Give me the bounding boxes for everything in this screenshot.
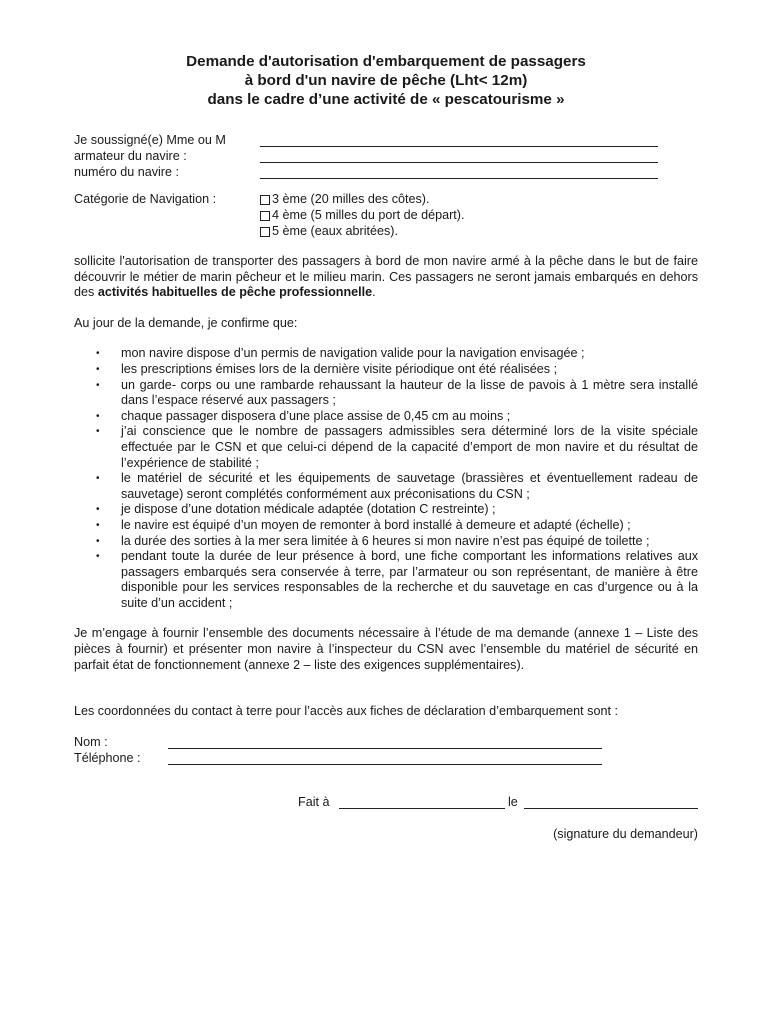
list-item [74,471,698,502]
fait-label: Fait à [298,794,330,809]
list-item-text: je dispose d’une dotation médicale adaptée (dotation C restreinte) ; [121,502,496,517]
numero-fill-line[interactable] [260,178,658,179]
list-item-text: j’ai conscience que le nombre de passagers admissibles sera déterminé lors de la visite spéciale effectuée par le CSN et que celui-ci dépend de la capacité d’emport de mon navire et du résultat de l’expérience de stabilité ; [121,424,698,470]
sollicite-end: . [372,285,376,300]
armateur-label: armateur du navire : [74,149,187,163]
nom-label: Nom : [74,734,108,749]
option-label: 5 ème (eaux abritées). [272,224,398,239]
list-item [74,502,698,518]
navigation-option-3[interactable] [260,192,465,208]
fait-place-fill-line[interactable] [339,808,505,809]
checkbox-icon[interactable] [260,195,270,205]
bullet-icon: • [96,551,100,563]
list-item-text: les prescriptions émises lors de la dernière visite périodique ont été réalisées ; [121,361,558,376]
le-label: le [508,794,518,809]
document-title [74,52,698,109]
armateur-fill-line[interactable] [260,162,658,163]
bullet-icon: • [96,410,100,422]
checkbox-icon[interactable] [260,227,270,237]
fait-row [74,795,698,811]
list-item [74,346,698,362]
option-label: 4 ème (5 milles du port de départ). [272,208,465,223]
bullet-icon: • [96,348,100,360]
soussigne-fill-line[interactable] [260,146,658,147]
list-item [74,362,698,378]
bullet-icon: • [96,504,100,516]
navigation-option-4[interactable] [260,208,465,224]
navigation-options [260,192,465,240]
contact-fields [74,735,698,767]
fait-date-fill-line[interactable] [524,808,698,809]
identity-fields [74,133,698,181]
bullet-icon: • [96,535,100,547]
list-item-text: un garde- corps ou une rambarde rehaussant la hauteur de la lisse de pavois à 1 mètre sera installé dans l’espace réservé aux passagers ; [121,377,698,408]
list-item [74,549,698,611]
coordonnees-paragraph: Les coordonnées du contact à terre pour l’accès aux fiches de déclaration d’embarquement sont : [74,704,618,719]
bullet-icon: • [96,473,100,485]
document-page [74,52,698,842]
checkbox-icon[interactable] [260,211,270,221]
bullet-icon: • [96,363,100,375]
navigation-category [74,192,698,240]
bullet-icon: • [96,426,100,438]
list-item-text: chaque passager disposera d’une place assise de 0,45 cm au moins ; [121,408,511,423]
title-line-3: dans le cadre d’une activité de « pescatourisme » [207,91,565,108]
sollicite-paragraph [74,254,698,301]
navigation-label: Catégorie de Navigation : [74,192,217,206]
nom-fill-line[interactable] [168,748,602,749]
soussigne-row [74,133,698,149]
list-item [74,518,698,534]
list-item-text: mon navire dispose d’un permis de navigation valide pour la navigation envisagée ; [121,346,585,361]
list-item-text: pendant toute la durée de leur présence à bord, une fiche comportant les informations relatives aux passagers embarqués sera conservée à terre, par l’armateur ou son représentant, de manière à être disponible pour les services responsables de la recherche et du sauvetage en cas d’urgence ou à la suite d’un accident ; [121,549,698,610]
confirmation-list [74,346,698,611]
title-line-2: à bord d'un navire de pêche (Lht< 12m) [244,72,528,89]
list-item-text: le matériel de sécurité et les équipements de sauvetage (brassières et éventuellement radeau de sauvetage) seront complétés conformément aux préconisations du CSN ; [121,471,698,501]
list-item [74,424,698,471]
bullet-icon: • [96,519,100,531]
sollicite-bold-text: activités habituelles de pêche professionnelle [97,285,373,300]
numero-row [74,165,698,181]
sollicite-text: sollicite l'autorisation de transporter des passagers à bord de mon navire armé à la pêche dans le but de faire découvrir le métier de marin pêcheur et le milieu marin. Ces passagers ne seront jamais embarqués en dehors des [74,254,698,300]
navigation-option-5[interactable] [260,224,465,240]
option-label: 3 ème (20 milles des côtes). [272,192,430,207]
title-line-1: Demande d'autorisation d'embarquement de passagers [186,53,586,70]
list-item [74,378,698,409]
nom-row [74,735,698,751]
list-item [74,534,698,550]
bullet-icon: • [96,379,100,391]
engagement-paragraph: Je m’engage à fournir l’ensemble des documents nécessaire à l’étude de ma demande (annexe 1 – Liste des pièces à fournir) et présenter mon navire à l’inspecteur du CSN avec l’ensemble du matériel de sécurité en parfait état de fonctionnement (annexe 2 – liste des exigences supplémentaires). [74,626,698,672]
telephone-fill-line[interactable] [168,764,602,765]
signature-caption: (signature du demandeur) [553,826,698,841]
confirm-paragraph: Au jour de la demande, je confirme que: [74,315,298,330]
numero-label: numéro du navire : [74,165,180,179]
telephone-label: Téléphone : [74,750,141,765]
armateur-row [74,149,698,165]
list-item-text: la durée des sorties à la mer sera limitée à 6 heures si mon navire n’est pas équipé de toilette ; [121,533,650,548]
telephone-row [74,751,698,767]
soussigne-label: Je soussigné(e) Mme ou M [74,133,226,147]
list-item [74,409,698,425]
list-item-text: le navire est équipé d’un moyen de remonter à bord installé à demeure et adapté (échelle) ; [121,517,631,532]
